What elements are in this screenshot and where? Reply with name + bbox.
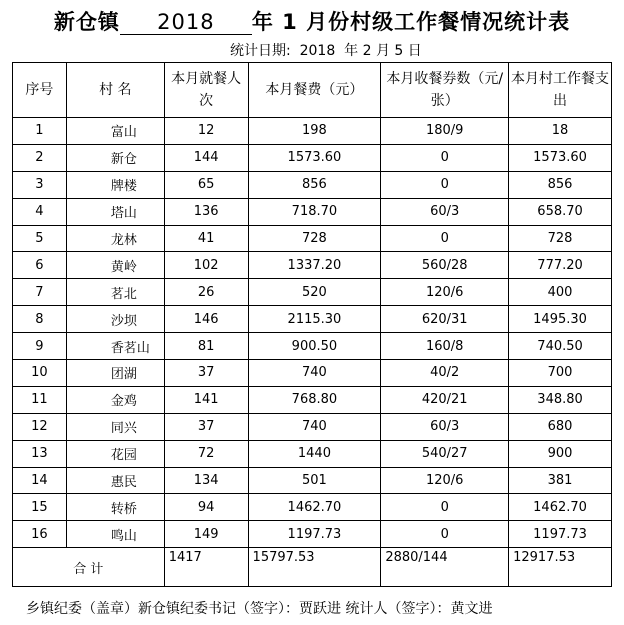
statistics-date: 统计日期: 2018 年 2 月 5 日 [230, 43, 422, 59]
village-name: 香茗山 [66, 333, 164, 360]
voucher-count: 120/6 [381, 467, 509, 494]
row-number: 15 [13, 494, 67, 521]
row-number: 2 [13, 144, 67, 171]
title-town: 新仓镇 [53, 10, 120, 34]
voucher-count: 60/3 [381, 198, 509, 225]
meal-expense: 381 [509, 467, 612, 494]
row-number: 5 [13, 225, 67, 252]
diner-count: 146 [164, 306, 248, 333]
meal-fee: 768.80 [248, 386, 381, 413]
meal-fee: 1462.70 [248, 494, 381, 521]
voucher-count: 540/27 [381, 440, 509, 467]
row-number: 13 [13, 440, 67, 467]
meal-expense: 856 [509, 171, 612, 198]
meal-statistics-table [12, 62, 612, 587]
diner-count: 94 [164, 494, 248, 521]
row-number: 7 [13, 279, 67, 306]
meal-fee: 740 [248, 413, 381, 440]
meal-expense: 680 [509, 413, 612, 440]
meal-fee: 2115.30 [248, 306, 381, 333]
table-row [13, 225, 612, 252]
meal-fee: 856 [248, 171, 381, 198]
signature-footer: 乡镇纪委（盖章）新仓镇纪委书记（签字）：贾跃进 统计人（签字）：黄文进 [26, 601, 493, 617]
village-name: 鸣山 [66, 521, 164, 548]
meal-expense: 728 [509, 225, 612, 252]
row-number: 8 [13, 306, 67, 333]
voucher-count: 0 [381, 171, 509, 198]
row-number: 6 [13, 252, 67, 279]
voucher-count: 0 [381, 521, 509, 548]
meal-expense: 1573.60 [509, 144, 612, 171]
header-no: 序号 [13, 63, 67, 118]
table-row [13, 360, 612, 387]
voucher-count: 420/21 [381, 386, 509, 413]
header-diners: 本月就餐人 次 [164, 63, 248, 118]
diner-count: 136 [164, 198, 248, 225]
meal-expense: 700 [509, 360, 612, 387]
meal-expense: 777.20 [509, 252, 612, 279]
meal-fee: 740 [248, 360, 381, 387]
meal-expense: 900 [509, 440, 612, 467]
meal-fee: 1573.60 [248, 144, 381, 171]
village-name: 同兴 [66, 413, 164, 440]
table-header-row [13, 63, 612, 118]
table-row [13, 279, 612, 306]
title-year: 2018 [120, 10, 252, 35]
village-name: 黄岭 [66, 252, 164, 279]
total-fee: 15797.53 [248, 548, 381, 587]
diner-count: 26 [164, 279, 248, 306]
row-number: 3 [13, 171, 67, 198]
header-fee: 本月餐费（元） [248, 63, 381, 118]
diner-count: 12 [164, 118, 248, 145]
meal-fee: 1197.73 [248, 521, 381, 548]
meal-fee: 1440 [248, 440, 381, 467]
meal-fee: 718.70 [248, 198, 381, 225]
meal-fee: 900.50 [248, 333, 381, 360]
diner-count: 102 [164, 252, 248, 279]
table-row [13, 386, 612, 413]
diner-count: 141 [164, 386, 248, 413]
meal-fee: 198 [248, 118, 381, 145]
row-number: 14 [13, 467, 67, 494]
row-number: 16 [13, 521, 67, 548]
village-name: 金鸡 [66, 386, 164, 413]
header-expense: 本月村工作餐支出 [509, 63, 612, 118]
diner-count: 134 [164, 467, 248, 494]
voucher-count: 180/9 [381, 118, 509, 145]
village-name: 惠民 [66, 467, 164, 494]
village-name: 塔山 [66, 198, 164, 225]
voucher-count: 0 [381, 144, 509, 171]
row-number: 12 [13, 413, 67, 440]
table-row [13, 494, 612, 521]
meal-expense: 740.50 [509, 333, 612, 360]
meal-expense: 400 [509, 279, 612, 306]
village-name: 花园 [66, 440, 164, 467]
row-number: 10 [13, 360, 67, 387]
diner-count: 37 [164, 360, 248, 387]
diner-count: 144 [164, 144, 248, 171]
header-vouchers: 本月收餐券数（元/张） [381, 63, 509, 118]
diner-count: 72 [164, 440, 248, 467]
document-title [0, 6, 624, 36]
table-row [13, 440, 612, 467]
village-name: 富山 [66, 118, 164, 145]
table-row [13, 144, 612, 171]
diner-count: 41 [164, 225, 248, 252]
table-row [13, 413, 612, 440]
village-name: 团湖 [66, 360, 164, 387]
voucher-count: 60/3 [381, 413, 509, 440]
row-number: 1 [13, 118, 67, 145]
meal-expense: 1462.70 [509, 494, 612, 521]
total-vouchers: 2880/144 [381, 548, 509, 587]
meal-fee: 501 [248, 467, 381, 494]
table-row [13, 306, 612, 333]
village-name: 新仓 [66, 144, 164, 171]
total-expense: 12917.53 [509, 548, 612, 587]
diner-count: 81 [164, 333, 248, 360]
diner-count: 149 [164, 521, 248, 548]
voucher-count: 0 [381, 494, 509, 521]
total-diners: 1417 [164, 548, 248, 587]
voucher-count: 620/31 [381, 306, 509, 333]
voucher-count: 0 [381, 225, 509, 252]
meal-expense: 658.70 [509, 198, 612, 225]
voucher-count: 160/8 [381, 333, 509, 360]
table-row [13, 467, 612, 494]
meal-expense: 348.80 [509, 386, 612, 413]
row-number: 9 [13, 333, 67, 360]
table-row [13, 198, 612, 225]
village-name: 龙林 [66, 225, 164, 252]
village-name: 茗北 [66, 279, 164, 306]
meal-expense: 1197.73 [509, 521, 612, 548]
table-row [13, 333, 612, 360]
total-row [13, 548, 612, 587]
voucher-count: 120/6 [381, 279, 509, 306]
village-name: 牌楼 [66, 171, 164, 198]
row-number: 4 [13, 198, 67, 225]
diner-count: 37 [164, 413, 248, 440]
voucher-count: 560/28 [381, 252, 509, 279]
voucher-count: 40/2 [381, 360, 509, 387]
village-name: 转桥 [66, 494, 164, 521]
header-village: 村 名 [66, 63, 164, 118]
meal-expense: 18 [509, 118, 612, 145]
table-row [13, 521, 612, 548]
table-row [13, 118, 612, 145]
diner-count: 65 [164, 171, 248, 198]
meal-fee: 520 [248, 279, 381, 306]
table-row [13, 252, 612, 279]
meal-expense: 1495.30 [509, 306, 612, 333]
table-row [13, 171, 612, 198]
meal-fee: 1337.20 [248, 252, 381, 279]
meal-fee: 728 [248, 225, 381, 252]
village-name: 沙坝 [66, 306, 164, 333]
row-number: 11 [13, 386, 67, 413]
total-label: 合 计 [13, 548, 165, 587]
title-suffix: 年 1 月份村级工作餐情况统计表 [251, 10, 571, 34]
